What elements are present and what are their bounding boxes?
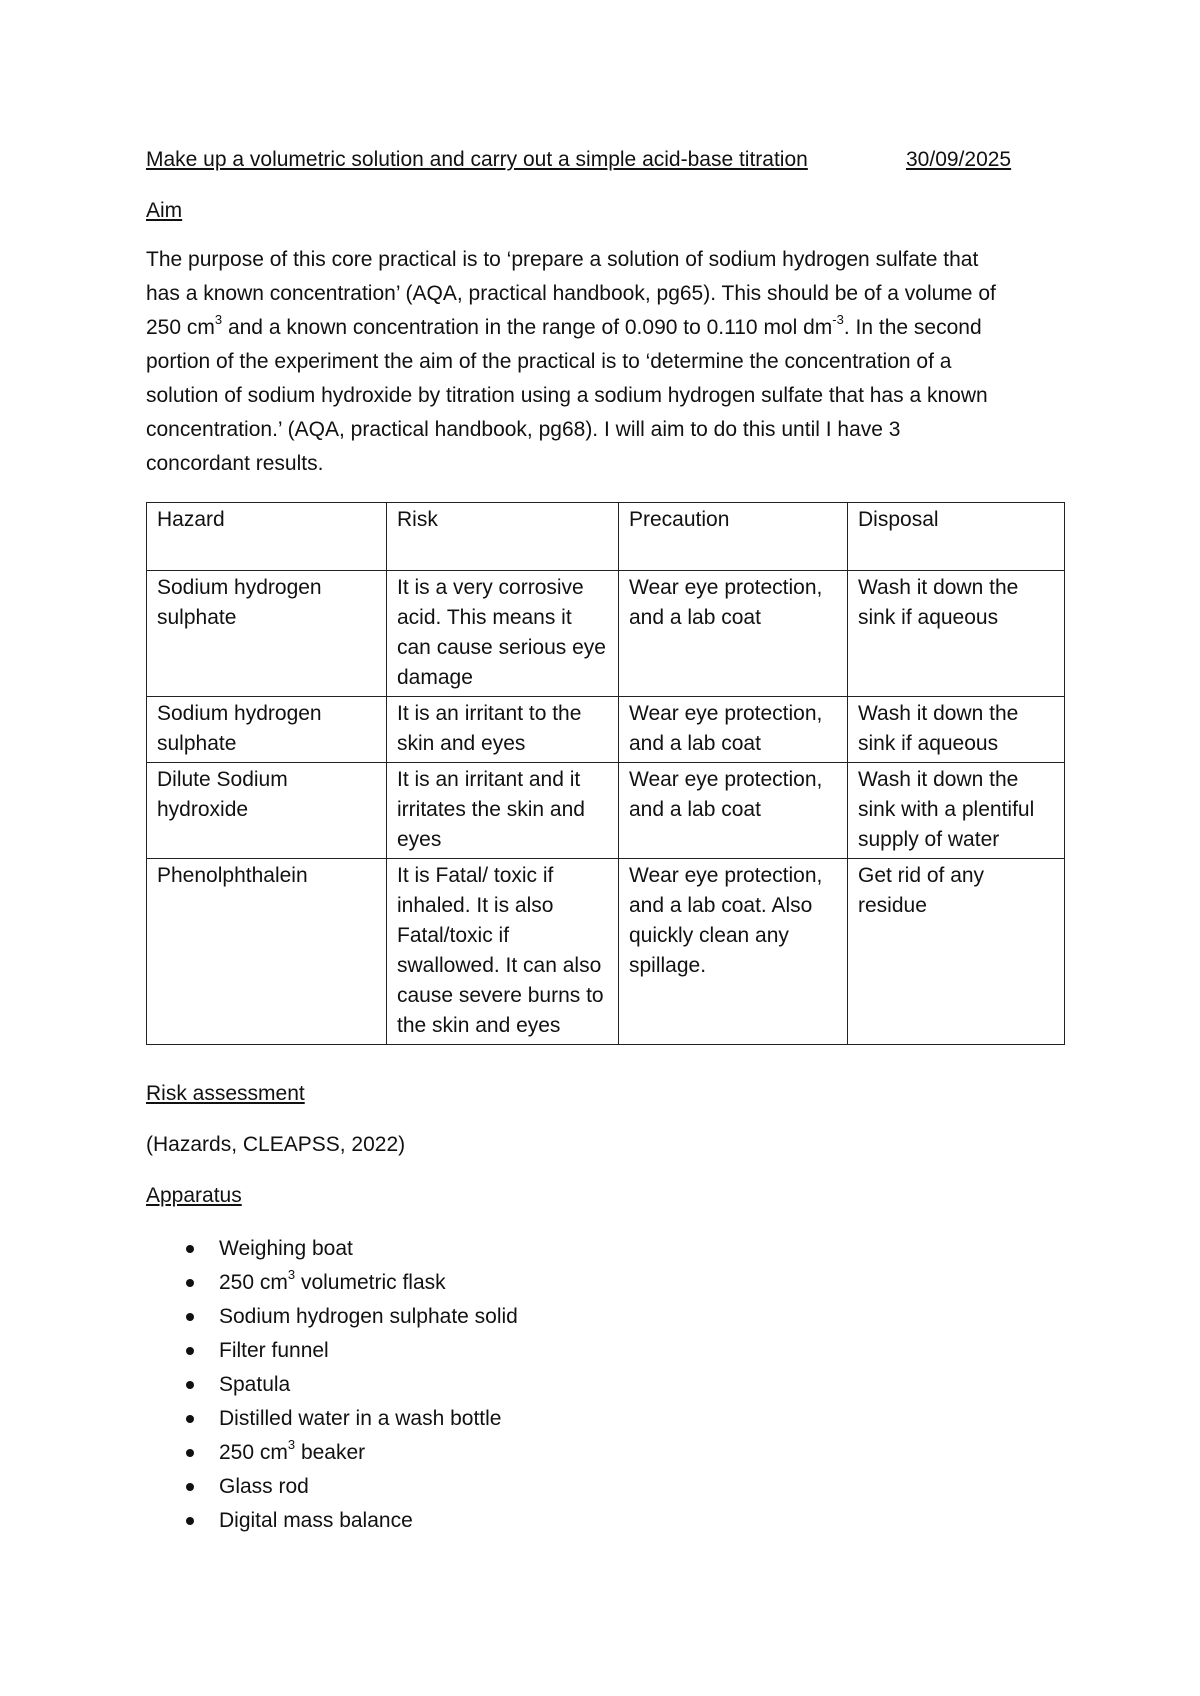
aim-line: portion of the experiment the aim of the practical is to ‘determine the concentration of a — [146, 350, 952, 373]
header-cell-hazard: Hazard — [147, 503, 387, 571]
superscript: 3 — [287, 1267, 296, 1282]
table-cell: It is an irritant to the skin and eyes — [387, 697, 619, 763]
aim-line: The purpose of this core practical is to ‘prepare a solution of sodium hydrogen sulfate that — [146, 248, 979, 271]
list-item — [146, 1470, 518, 1504]
aim-text: and a known concentration in the range of 0.090 to 0.110 mol dm — [222, 316, 833, 339]
table-cell: Sodium hydrogen sulphate — [147, 697, 387, 763]
table-cell: Phenolphthalein — [147, 859, 387, 1045]
table-cell: Wear eye protection, and a lab coat. Also quickly clean any spillage. — [619, 859, 848, 1045]
list-item — [146, 1300, 518, 1334]
list-item — [146, 1436, 518, 1470]
list-item-text: 250 cm — [219, 1271, 288, 1294]
bullet-icon — [186, 1279, 194, 1287]
bullet-icon — [186, 1517, 194, 1525]
list-item — [146, 1232, 518, 1266]
list-item — [146, 1334, 518, 1368]
header-cell-precaution: Precaution — [619, 503, 848, 571]
bullet-icon — [186, 1347, 194, 1355]
list-item-text: Weighing boat — [219, 1237, 353, 1260]
table-cell: Wash it down the sink with a plentiful supply of water — [848, 763, 1065, 859]
apparatus-heading: Apparatus — [146, 1184, 242, 1207]
table-cell: Get rid of any residue — [848, 859, 1065, 1045]
table-header-row — [147, 503, 1065, 571]
list-item — [146, 1402, 518, 1436]
bullet-icon — [186, 1245, 194, 1253]
aim-paragraph — [146, 243, 1064, 481]
table-cell: Sodium hydrogen sulphate — [147, 571, 387, 697]
list-item-text: 250 cm — [219, 1441, 288, 1464]
list-item-text: Sodium hydrogen sulphate solid — [219, 1305, 518, 1328]
superscript: -3 — [832, 312, 844, 327]
table-cell: Dilute Sodium hydroxide — [147, 763, 387, 859]
table-row — [147, 859, 1065, 1045]
table-cell: Wash it down the sink if aqueous — [848, 571, 1065, 697]
list-item-text: volumetric flask — [295, 1271, 446, 1294]
table-cell: Wear eye protection, and a lab coat — [619, 697, 848, 763]
aim-text: 250 cm — [146, 316, 215, 339]
document-title: Make up a volumetric solution and carry out a simple acid-base titration — [146, 148, 808, 171]
bullet-icon — [186, 1483, 194, 1491]
bullet-icon — [186, 1449, 194, 1457]
apparatus-list — [146, 1232, 518, 1538]
aim-line: concordant results. — [146, 452, 324, 475]
list-item — [146, 1266, 518, 1300]
superscript: 3 — [287, 1437, 296, 1452]
table-row — [147, 763, 1065, 859]
list-item-text: Glass rod — [219, 1475, 309, 1498]
aim-line: has a known concentration’ (AQA, practical handbook, pg65). This should be of a volume of — [146, 282, 996, 305]
bullet-icon — [186, 1415, 194, 1423]
table-row — [147, 697, 1065, 763]
bullet-icon — [186, 1381, 194, 1389]
list-item — [146, 1368, 518, 1402]
header-cell-disposal: Disposal — [848, 503, 1065, 571]
list-item-text: Spatula — [219, 1373, 291, 1396]
table-cell: It is an irritant and it irritates the skin and eyes — [387, 763, 619, 859]
table-cell: It is Fatal/ toxic if inhaled. It is also Fatal/toxic if swallowed. It can also cause severe burns to the skin and eyes — [387, 859, 619, 1045]
risk-citation: (Hazards, CLEAPSS, 2022) — [146, 1133, 406, 1156]
table-row — [147, 571, 1065, 697]
table-cell: It is a very corrosive acid. This means it can cause serious eye damage — [387, 571, 619, 697]
document-date: 30/09/2025 — [906, 148, 1012, 171]
list-item — [146, 1504, 518, 1538]
list-item-text: beaker — [295, 1441, 366, 1464]
list-item-text: Filter funnel — [219, 1339, 329, 1362]
aim-line: solution of sodium hydroxide by titration using a sodium hydrogen sulfate that has a known — [146, 384, 988, 407]
risk-table — [146, 502, 1065, 1045]
aim-heading: Aim — [146, 199, 183, 222]
title-row — [146, 148, 1064, 178]
superscript: 3 — [214, 312, 223, 327]
list-item-text: Distilled water in a wash bottle — [219, 1407, 502, 1430]
risk-assessment-heading: Risk assessment — [146, 1082, 305, 1105]
aim-line: concentration.’ (AQA, practical handbook, pg68). I will aim to do this until I have 3 — [146, 418, 901, 441]
table-cell: Wear eye protection, and a lab coat — [619, 571, 848, 697]
aim-text: . In the second — [843, 316, 982, 339]
bullet-icon — [186, 1313, 194, 1321]
aim-line — [146, 311, 1064, 345]
list-item-text: Digital mass balance — [219, 1509, 413, 1532]
table-cell: Wash it down the sink if aqueous — [848, 697, 1065, 763]
header-cell-risk: Risk — [387, 503, 619, 571]
table-cell: Wear eye protection, and a lab coat — [619, 763, 848, 859]
